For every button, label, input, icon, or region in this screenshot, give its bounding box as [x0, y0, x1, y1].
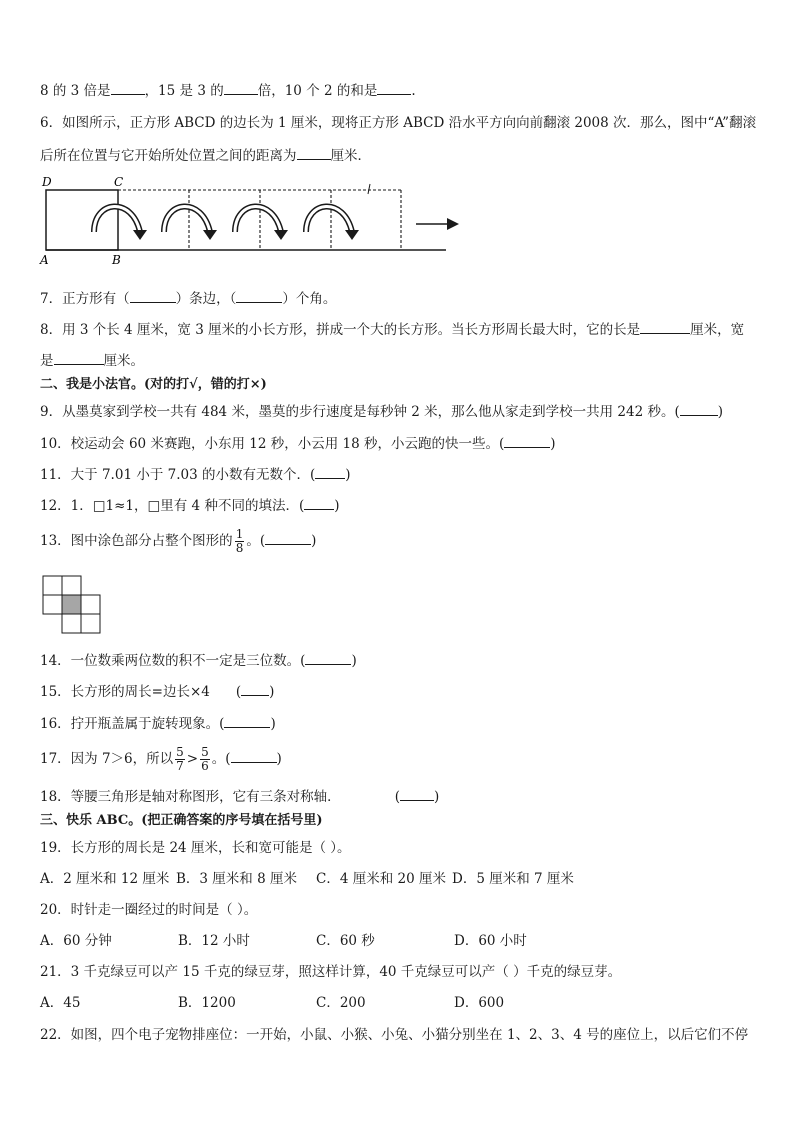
fraction-one-eighth	[235, 528, 245, 555]
option-c[interactable]: C．60 秒	[316, 933, 375, 949]
label-d: D	[42, 175, 52, 189]
option-b[interactable]: B．3 厘米和 8 厘米	[176, 871, 297, 887]
q12-close: )	[334, 498, 340, 514]
answer-blank[interactable]	[640, 319, 690, 334]
question-12-line	[40, 495, 340, 516]
q18-text: 18．等腰三角形是轴对称图形，它有三条对称轴．	[40, 789, 341, 805]
answer-blank[interactable]	[377, 80, 411, 95]
q16-text: 16．拧开瓶盖属于旋转现象。(	[40, 716, 225, 732]
q17-text-2: 。(	[211, 751, 231, 767]
q12-text: 12．1．□1≈1，□里有 4 种不同的填法．(	[40, 498, 305, 514]
option-a[interactable]: A．45	[40, 995, 81, 1011]
q13-close: )	[311, 533, 317, 549]
option-d[interactable]: D．60 小时	[454, 933, 527, 949]
option-b[interactable]: B．1200	[178, 995, 236, 1011]
question-19-line: 19．长方形的周长是 24 厘米，长和宽可能是（ ）。	[40, 840, 351, 856]
q8-text-b: 厘米，宽	[690, 322, 745, 338]
question-17-line	[40, 744, 282, 774]
q5-text-2: ，15 是 3 的	[144, 83, 224, 99]
q13-text: 13．图中涂色部分占整个图形的	[40, 533, 233, 549]
question-9-line	[40, 401, 723, 422]
q17-operator: >	[186, 751, 199, 767]
question-20-options	[40, 931, 527, 951]
q6-text-b: 厘米．	[330, 148, 371, 164]
question-20-line: 20．时针走一圈经过的时间是（ ）。	[40, 902, 258, 918]
option-d[interactable]: D．5 厘米和 7 厘米	[452, 871, 574, 887]
answer-blank[interactable]	[224, 80, 258, 95]
q17-close: )	[276, 751, 282, 767]
option-a[interactable]: A．2 厘米和 12 厘米	[40, 871, 170, 887]
q14-text: 14．一位数乘两位数的积不一定是三位数。(	[40, 653, 306, 669]
question-5-line	[40, 80, 416, 101]
q8-text-d: 厘米。	[103, 353, 144, 369]
question-11-line	[40, 464, 351, 485]
option-c[interactable]: C．4 厘米和 20 厘米	[316, 871, 446, 887]
rolling-arrows	[94, 206, 352, 232]
label-a: A	[40, 253, 49, 266]
tick-mark	[368, 184, 370, 194]
answer-blank[interactable]	[297, 145, 331, 160]
question-7-line	[40, 288, 336, 309]
q15-close: )	[269, 684, 275, 700]
question-21-options	[40, 993, 504, 1013]
q5-text-1: 8 的 3 倍是	[40, 83, 111, 99]
answer-blank[interactable]	[111, 80, 145, 95]
q8-text-a: 8．用 3 个长 4 厘米，宽 3 厘米的小长方形，拼成一个大的长方形。当长方形周长最大时，它的长是	[40, 322, 641, 338]
frac-denominator: 7	[176, 759, 184, 773]
frac-numerator: 1	[235, 527, 244, 541]
q9-close: )	[717, 404, 724, 420]
option-c[interactable]: C．200	[316, 995, 366, 1011]
question-8-line-1	[40, 319, 744, 340]
fraction-five-sixths	[200, 746, 210, 773]
rolling-square-diagram	[36, 174, 476, 266]
option-b[interactable]: B．12 小时	[178, 933, 250, 949]
question-15-line	[40, 681, 274, 702]
frac-denominator: 8	[235, 541, 244, 555]
question-22-line: 22．如图，四个电子宠物排座位：一开始，小鼠、小猴、小兔、小猫分别坐在 1、2、3、4 号的座位上，以后它们不停	[40, 1027, 749, 1043]
question-16-line	[40, 713, 276, 734]
square-abcd	[46, 190, 118, 250]
q9-text: 9．从墨莫家到学校一共有 484 米，墨莫的步行速度是每秒钟 2 米，那么他从家走到学校一共用 242 秒。(	[40, 404, 680, 420]
answer-blank[interactable]	[305, 650, 351, 665]
answer-blank[interactable]	[400, 786, 434, 801]
q17-text: 17．因为 7＞6，所以	[40, 751, 174, 767]
q18-close: )	[433, 789, 440, 805]
q15-text: 15．长方形的周长=边长×4	[40, 684, 210, 700]
answer-blank[interactable]	[504, 433, 550, 448]
q13-text-2: 。(	[246, 533, 266, 549]
answer-blank[interactable]	[224, 713, 270, 728]
answer-blank[interactable]	[304, 495, 334, 510]
question-13-line	[40, 526, 316, 556]
question-8-line-2	[40, 350, 144, 371]
answer-blank[interactable]	[54, 350, 104, 365]
question-10-line	[40, 433, 556, 454]
frac-numerator: 5	[201, 745, 209, 759]
label-b: B	[112, 253, 121, 266]
question-6-line-2	[40, 145, 371, 166]
q11-close: )	[345, 467, 351, 483]
q6-text-a: 后所在位置与它开始所处位置之间的距离为	[40, 148, 297, 164]
q16-close: )	[270, 716, 276, 732]
question-19-options	[40, 869, 574, 889]
question-14-line	[40, 650, 357, 671]
frac-denominator: 6	[201, 759, 209, 773]
answer-blank[interactable]	[130, 288, 176, 303]
answer-blank[interactable]	[241, 681, 269, 696]
q5-text-3: 倍，10 个 2 的和是	[257, 83, 378, 99]
q7-text-a: 7．正方形有（	[40, 291, 130, 307]
q7-text-c: ）个角。	[282, 291, 337, 307]
q10-close: )	[550, 436, 556, 452]
frac-numerator: 5	[176, 745, 184, 759]
shaded-grid-figure	[40, 574, 104, 636]
q5-text-4: .	[411, 83, 416, 99]
fraction-five-sevenths	[175, 746, 185, 773]
answer-blank[interactable]	[315, 464, 345, 479]
q10-text: 10．校运动会 60 米赛跑，小东用 12 秒，小云用 18 秒，小云跑的快一些。(	[40, 436, 505, 452]
q8-text-c: 是	[40, 353, 54, 369]
q11-text: 11．大于 7.01 小于 7.03 的小数有无数个．(	[40, 467, 316, 483]
section-3-heading: 三、快乐 ABC。(把正确答案的序号填在括号里)	[40, 813, 323, 828]
question-18-line	[40, 786, 439, 807]
q7-text-b: ）条边，（	[175, 291, 237, 307]
option-d[interactable]: D．600	[454, 995, 505, 1011]
question-21-line: 21．3 千克绿豆可以产 15 千克的绿豆芽，照这样计算，40 千克绿豆可以产（ ）千克的绿豆芽。	[40, 964, 622, 980]
answer-blank[interactable]	[265, 530, 311, 545]
q14-close: )	[351, 653, 357, 669]
label-c: C	[114, 175, 124, 189]
q18-open: (	[394, 789, 400, 805]
answer-blank[interactable]	[231, 748, 277, 763]
answer-blank[interactable]	[236, 288, 282, 303]
section-2-heading: 二、我是小法官。(对的打√，错的打×)	[40, 377, 267, 392]
option-a[interactable]: A．60 分钟	[40, 933, 112, 949]
dashed-squares	[118, 190, 401, 250]
question-6-line-1: 6．如图所示，正方形 ABCD 的边长为 1 厘米，现将正方形 ABCD 沿水平方向向前翻滚 2008 次．那么，图中“A”翻滚	[40, 115, 757, 131]
q15-open: (	[235, 684, 242, 700]
answer-blank[interactable]	[680, 401, 718, 416]
